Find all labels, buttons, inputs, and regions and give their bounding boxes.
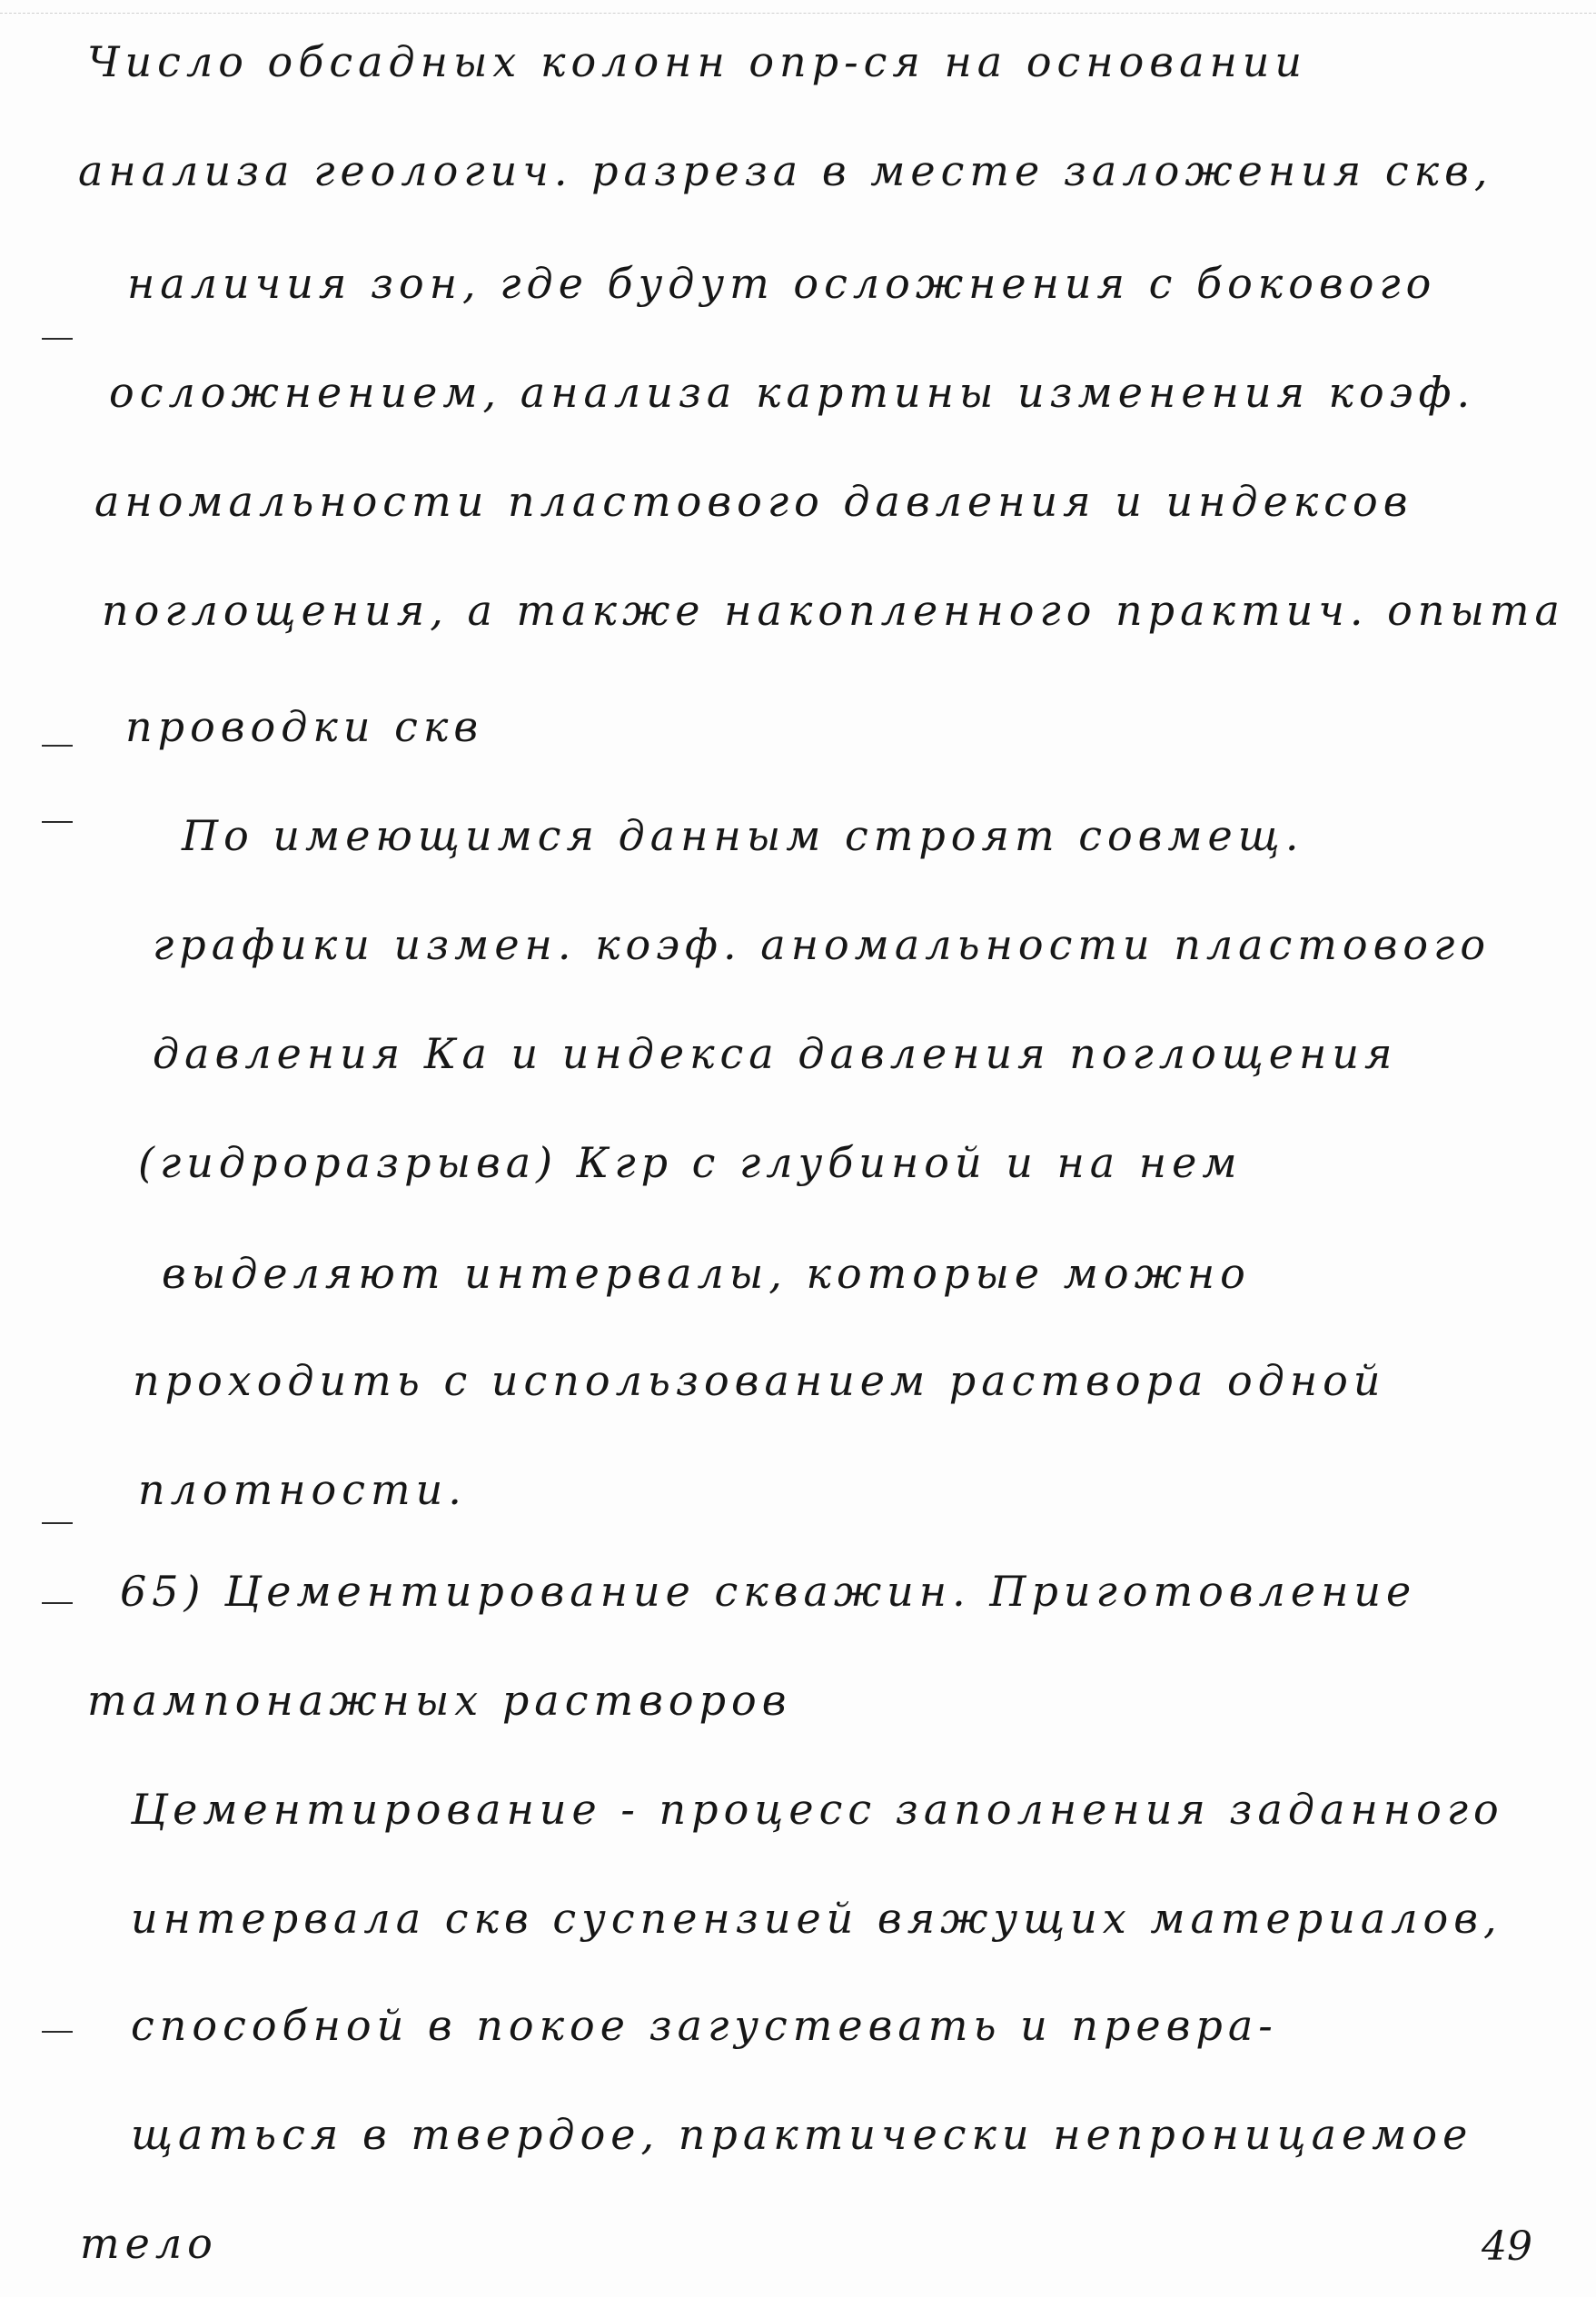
margin-dash: [42, 745, 73, 747]
text-line-6: поглощения, а также накопленного практич. опыта: [102, 586, 1565, 635]
text-line-16: тампонажных растворов: [87, 1676, 792, 1725]
text-line-8: По имеющимся данным строят совмещ.: [182, 811, 1304, 860]
text-line-21: тело: [80, 2219, 218, 2268]
text-line-7: проводки скв: [125, 702, 484, 751]
text-line-12: выделяют интервалы, которые можно: [162, 1249, 1251, 1298]
margin-dash: [42, 821, 73, 823]
text-line-5: аномальности пластового давления и индексов: [94, 477, 1413, 526]
text-line-1: Число обсадных колонн опр-ся на основании: [87, 37, 1308, 86]
margin-dash: [42, 2031, 73, 2033]
text-line-19: способной в покое загустевать и превра-: [131, 2001, 1278, 2050]
text-line-4: осложнением, анализа картины изменения коэф.: [109, 368, 1476, 417]
margin-dash: [42, 338, 73, 340]
text-line-18: интервала скв суспензией вяжущих материалов,: [131, 1894, 1502, 1943]
text-line-13: проходить с использованием раствора одной: [133, 1356, 1386, 1405]
text-line-14: плотности.: [138, 1465, 467, 1514]
text-line-2: анализа геологич. разреза в месте заложения скв,: [78, 146, 1493, 195]
text-line-15: 65) Цементирование скважин. Приготовление: [120, 1567, 1417, 1616]
margin-dash: [42, 1522, 73, 1524]
text-line-20: щаться в твердое, практически непроницаемое: [131, 2110, 1473, 2159]
text-line-9: графики измен. коэф. аномальности пластового: [153, 920, 1492, 969]
text-line-3: наличия зон, где будут осложнения с бокового: [127, 259, 1437, 308]
text-line-17: Цементирование - процесс заполнения заданного: [131, 1785, 1504, 1834]
margin-dash: [42, 1602, 73, 1604]
page-number: 49: [1482, 2223, 1532, 2270]
page-top-edge: [0, 0, 1596, 14]
text-line-10: давления Ка и индекса давления поглощения: [153, 1029, 1398, 1078]
text-line-11: (гидроразрыва) Кгр с глубиной и на нем: [138, 1138, 1243, 1187]
